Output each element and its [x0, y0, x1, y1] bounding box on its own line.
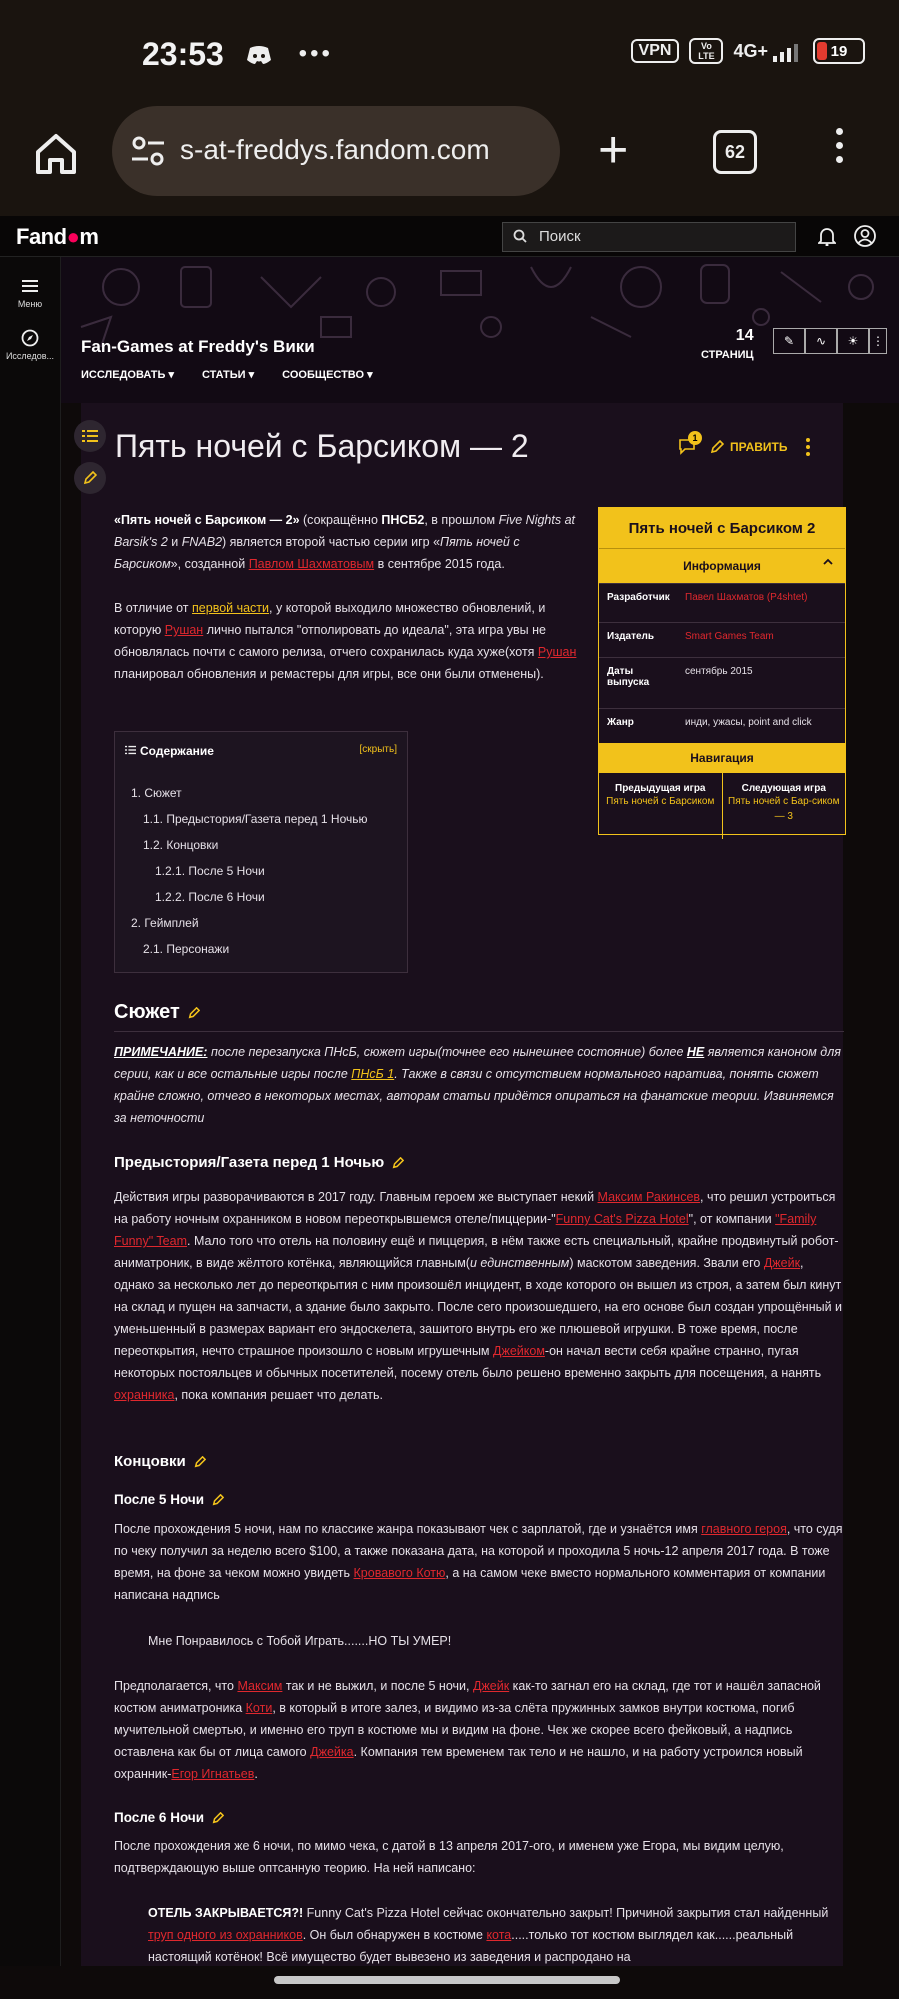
- edit-section-icon[interactable]: [392, 1157, 404, 1169]
- pencil-icon: [83, 471, 97, 485]
- link-kotya[interactable]: Коти: [245, 1701, 273, 1715]
- after6-paragraph: После прохождения же 6 ночи, по мимо чека, с датой в 13 апреля 2017-ого, и именем уже Егора, мы видим целую, подтверждающую выше оптсанную теорию. На ней написано:: [114, 1839, 784, 1875]
- infobox-row: Разработчик Павел Шахматов (P4shtet): [599, 583, 845, 622]
- wiki-more-icon[interactable]: ⋮: [869, 328, 887, 354]
- plot-note: ПРИМЕЧАНИЕ: после перезапуска ПНсБ, сюжет игры(точнее его нынешнее состояние) более НЕ является каноном для серии, как и все остальные игры после ПНсБ 1. Также в связи с отсутствием нормального наратива, понять сюжет крайне сложно, отчего в некоторых местах, авторам статьи придётся опираться на фанатские теории. Извиняемся за неточности: [114, 1045, 841, 1125]
- discord-icon: [246, 45, 272, 65]
- edit-section-icon[interactable]: [194, 1456, 206, 1468]
- link-guard-corpse[interactable]: труп одного из охранников: [148, 1928, 303, 1942]
- toc-item[interactable]: 1.2. Концовки: [143, 838, 219, 852]
- discuss-icon[interactable]: ✎: [773, 328, 805, 354]
- infobox-info-header[interactable]: Информация: [599, 548, 845, 583]
- gesture-handle[interactable]: [274, 1976, 620, 1984]
- page-more-icon[interactable]: [806, 438, 810, 456]
- section-heading-plot: Сюжет: [114, 1001, 200, 1024]
- chevron-up-icon: [823, 557, 833, 567]
- infobox-nav-header: Навигация: [599, 743, 845, 773]
- link-first-part[interactable]: первой части: [192, 601, 270, 615]
- section-heading-after5: После 5 Ночи: [114, 1492, 224, 1507]
- link-main-hero[interactable]: главного героя: [701, 1522, 787, 1536]
- notifications-bell-icon[interactable]: [818, 226, 836, 246]
- section-heading-after6: После 6 Ночи: [114, 1810, 224, 1825]
- divider: [114, 1031, 844, 1032]
- search-input[interactable]: [502, 222, 796, 252]
- address-bar[interactable]: [112, 106, 560, 196]
- toc-hide-link[interactable]: [скрыть]: [359, 744, 397, 755]
- prehistory-paragraph: Действия игры разворачиваются в 2017 году. Главным героем же выступает некий Максим Ракинсев, что решил устроиться на работу ночным охранником в новом переоткрывшемся отеле/пиццерии-"Funny Cat's Pizza Hotel", от компании "Family Funny" Team. Мало того что отель на половину ещё и пиццерия, в нём также есть специальный, крайне продвинутый робот-аниматроник, в виде жёлтого котёнка, являющийся главным(и единственным) маскотом заведения. Звали его Джейк, однако за несколько лет до переоткрытия с ним произошёл инцидент, в ходе которого он вышел из строя, а затем был кинут на склад и пущен на запчасти, а здание было закрыто. После сего произошедшего, на его основе был создан упрощённый и уменьшенный в размерах вариант его эндоскелета, зашитого внутрь его же плюшевой игрушки. В тоже время, после переоткрытия, нечто страшное произошло с новым игрушечным Джейком-он начал вести себя крайне странно, пугая некоторых постояльцев и обычных посетителей, посему отель было решено временно закрыть для посещения, а нанять охранника, пока компания решает что делать.: [114, 1190, 843, 1402]
- home-icon[interactable]: [32, 130, 80, 178]
- nav-explore[interactable]: ИССЛЕДОВАТЬ ▾: [81, 369, 174, 381]
- toc-item[interactable]: 2. Геймплей: [131, 916, 199, 930]
- left-rail: [0, 257, 61, 1999]
- url-text[interactable]: s-at-freddys.fandom.com: [180, 134, 490, 165]
- user-account-icon[interactable]: [854, 225, 876, 247]
- link-rushan-2[interactable]: Рушан: [537, 645, 577, 659]
- link-egor[interactable]: Егор Игнатьев: [171, 1767, 255, 1781]
- fandom-global-nav: [0, 216, 899, 257]
- browser-menu-icon[interactable]: [836, 128, 846, 170]
- link-pnsb1[interactable]: ПНсБ 1: [351, 1067, 395, 1081]
- nav-articles[interactable]: СТАТЬИ ▾: [201, 369, 255, 381]
- edit-section-icon[interactable]: [188, 1007, 200, 1019]
- status-bar: [0, 0, 899, 100]
- infobox: [598, 507, 846, 835]
- infobox-row: Даты выпуска сентябрь 2015: [599, 657, 845, 708]
- link-cat[interactable]: кота: [486, 1928, 512, 1942]
- nav-community[interactable]: СООБЩЕСТВО ▾: [282, 369, 373, 381]
- toc-item[interactable]: 1.1. Предыстория/Газета перед 1 Ночью: [143, 812, 368, 826]
- edit-section-icon[interactable]: [212, 1494, 224, 1506]
- page-title: Пять ночей с Барсиком — 2: [115, 428, 529, 464]
- link-jake-4[interactable]: Джейка: [310, 1745, 354, 1759]
- prev-game: Предыдущая игра Пять ночей с Барсиком: [599, 773, 722, 839]
- link-bloody-kotya[interactable]: Кровавого Котю: [353, 1566, 446, 1580]
- rail-explore-button[interactable]: Исследов...: [0, 329, 60, 361]
- toc-item[interactable]: 1.2.1. После 5 Ночи: [155, 864, 265, 878]
- toc-item[interactable]: 1.2.2. После 6 Ночи: [155, 890, 265, 904]
- more-notifications-icon: •••: [298, 40, 333, 67]
- link-jake[interactable]: Джейк: [763, 1256, 801, 1270]
- notification-icons: [246, 40, 333, 68]
- menu-icon: [21, 277, 39, 295]
- new-tab-icon[interactable]: +: [598, 121, 629, 179]
- infobox-nav-row: [599, 773, 845, 839]
- toc-title: Содержание: [125, 744, 214, 758]
- edit-section-icon[interactable]: [212, 1812, 224, 1824]
- comments-count-badge: 1: [688, 431, 702, 445]
- activity-icon[interactable]: ∿: [805, 328, 837, 354]
- search-placeholder: Поиск: [539, 228, 581, 245]
- wiki-tools: [773, 328, 887, 354]
- side-edit-button[interactable]: [74, 462, 106, 494]
- site-settings-icon[interactable]: [130, 134, 166, 168]
- link-guard[interactable]: охранника: [114, 1388, 175, 1402]
- infobox-row: Жанр инди, ужасы, point and click: [599, 708, 845, 743]
- link-author[interactable]: Павлом Шахматовым: [248, 557, 375, 571]
- page-actions: [678, 433, 810, 457]
- pencil-icon: [710, 440, 724, 454]
- after5-quote: Мне Понравилось с Тобой Играть.......НО ТЫ УМЕР!: [148, 1634, 452, 1648]
- link-maxim[interactable]: Максим Ракинсев: [597, 1190, 701, 1204]
- next-game-link[interactable]: Пять ночей с Бар-сиком — 3: [728, 796, 840, 822]
- wiki-header: [61, 257, 899, 403]
- link-jake-3[interactable]: Джейк: [472, 1679, 510, 1693]
- toc-toggle-button[interactable]: [74, 420, 106, 452]
- toc-item[interactable]: 1. Сюжет: [131, 786, 182, 800]
- battery-icon: 19: [813, 38, 865, 64]
- wiki-title[interactable]: Fan-Games at Freddy's Вики: [81, 337, 315, 356]
- tab-switcher-button[interactable]: 62: [713, 130, 757, 174]
- link-company[interactable]: "Family Funny" Team: [114, 1212, 817, 1248]
- comments-button[interactable]: [678, 433, 700, 457]
- list-icon: [125, 745, 136, 755]
- edit-button[interactable]: ПРАВИТЬ: [710, 440, 788, 454]
- infobox-row: Издатель Smart Games Team: [599, 622, 845, 657]
- after5-paragraph: После прохождения 5 ночи, нам по классике жанра показывают чек с зарплатой, где и узнаётся имя главного героя, что судя по чеку получил за неделю всего $100, а также показана дата, на которой и проходила 5 ночь-12 апреля 2017 года. В тоже время, на фоне за чеком можно увидеть Кровавого Котю, а на самом чеке вместо нормального комментария от компании написана надпись: [114, 1522, 843, 1602]
- rail-menu-button[interactable]: Меню: [0, 277, 60, 309]
- intro-paragraph: «Пять ночей с Барсиком — 2» (сокращённо ПНСБ2, в прошлом Five Nights at Barsik's 2 и FNAB2) является второй частью серии игр «Пять ночей с Барсиком», созданной Павлом Шахматовым в сентябре 2015 года.: [114, 513, 575, 571]
- toc-item[interactable]: 2.1. Персонажи: [143, 942, 230, 956]
- search-icon: [513, 229, 527, 243]
- next-game: Следующая игра Пять ночей с Бар-сиком — 3: [722, 773, 846, 839]
- section-heading-prehistory: Предыстория/Газета перед 1 Ночью: [114, 1154, 404, 1171]
- list-icon: [82, 429, 98, 443]
- wiki-nav: [81, 368, 373, 381]
- clock: 23:53: [142, 36, 224, 72]
- fandom-logo[interactable]: Fand●m: [16, 224, 99, 249]
- pages-count: 14 СТРАНИЦ: [701, 327, 754, 361]
- after5-theory: Предполагается, что Максим так и не выжил, и после 5 ночи, Джейк как-то загнал его на склад, где тот и нашёл запасной костюм аниматроника Коти, в который в итоге залез, и видимо из-за слёта пружинных замков внутри костюма, погиб мучительной смертью, и именно его труп в костюме мы и видим на фоне. Чек же скорее всего фейковый, а надпись оставлена как бы от лица самого Джейка. Компания тем временем так тело и не нашло, и на работу устроился новый охранник-Егор Игнатьев.: [114, 1679, 821, 1781]
- compass-icon: [21, 329, 39, 347]
- after6-quote: ОТЕЛЬ ЗАКРЫВАЕТСЯ?! Funny Cat's Pizza Hotel сейчас окончательно закрыт! Причиной закрытия стал найденный труп одного из охранников. Он был обнаружен в костюме кота.....только тот костюм выглядел как......реальный настоящий котёнок! Всё имущество будет вывезено из заведения и распродано на: [148, 1906, 829, 1964]
- table-of-contents: [114, 731, 408, 973]
- signal-icon: 4G+: [733, 40, 803, 62]
- link-maxim-2[interactable]: Максим: [237, 1679, 283, 1693]
- history-paragraph: В отличие от первой части, у которой выходило множество обновлений, и которую Рушан лично пытался "отполировать до идеала", эта игра увы не обновлялась почти с самого релиза, отчего сохранилась куда хуже(хотя Рушан планировал обновления и ремастеры для игры, все они были отменены).: [114, 601, 577, 681]
- theme-icon[interactable]: ☀: [837, 328, 869, 354]
- infobox-title: Пять ночей с Барсиком 2: [599, 508, 845, 548]
- link-hotel[interactable]: Funny Cat's Pizza Hotel: [555, 1212, 689, 1226]
- vpn-icon: VPN: [631, 39, 680, 63]
- prev-game-link[interactable]: Пять ночей с Барсиком: [606, 796, 715, 807]
- link-jake-2[interactable]: Джейком: [493, 1344, 545, 1358]
- volte-icon: Vo LTE: [689, 38, 723, 64]
- link-rushan[interactable]: Рушан: [164, 623, 204, 637]
- section-heading-endings: Концовки: [114, 1453, 206, 1470]
